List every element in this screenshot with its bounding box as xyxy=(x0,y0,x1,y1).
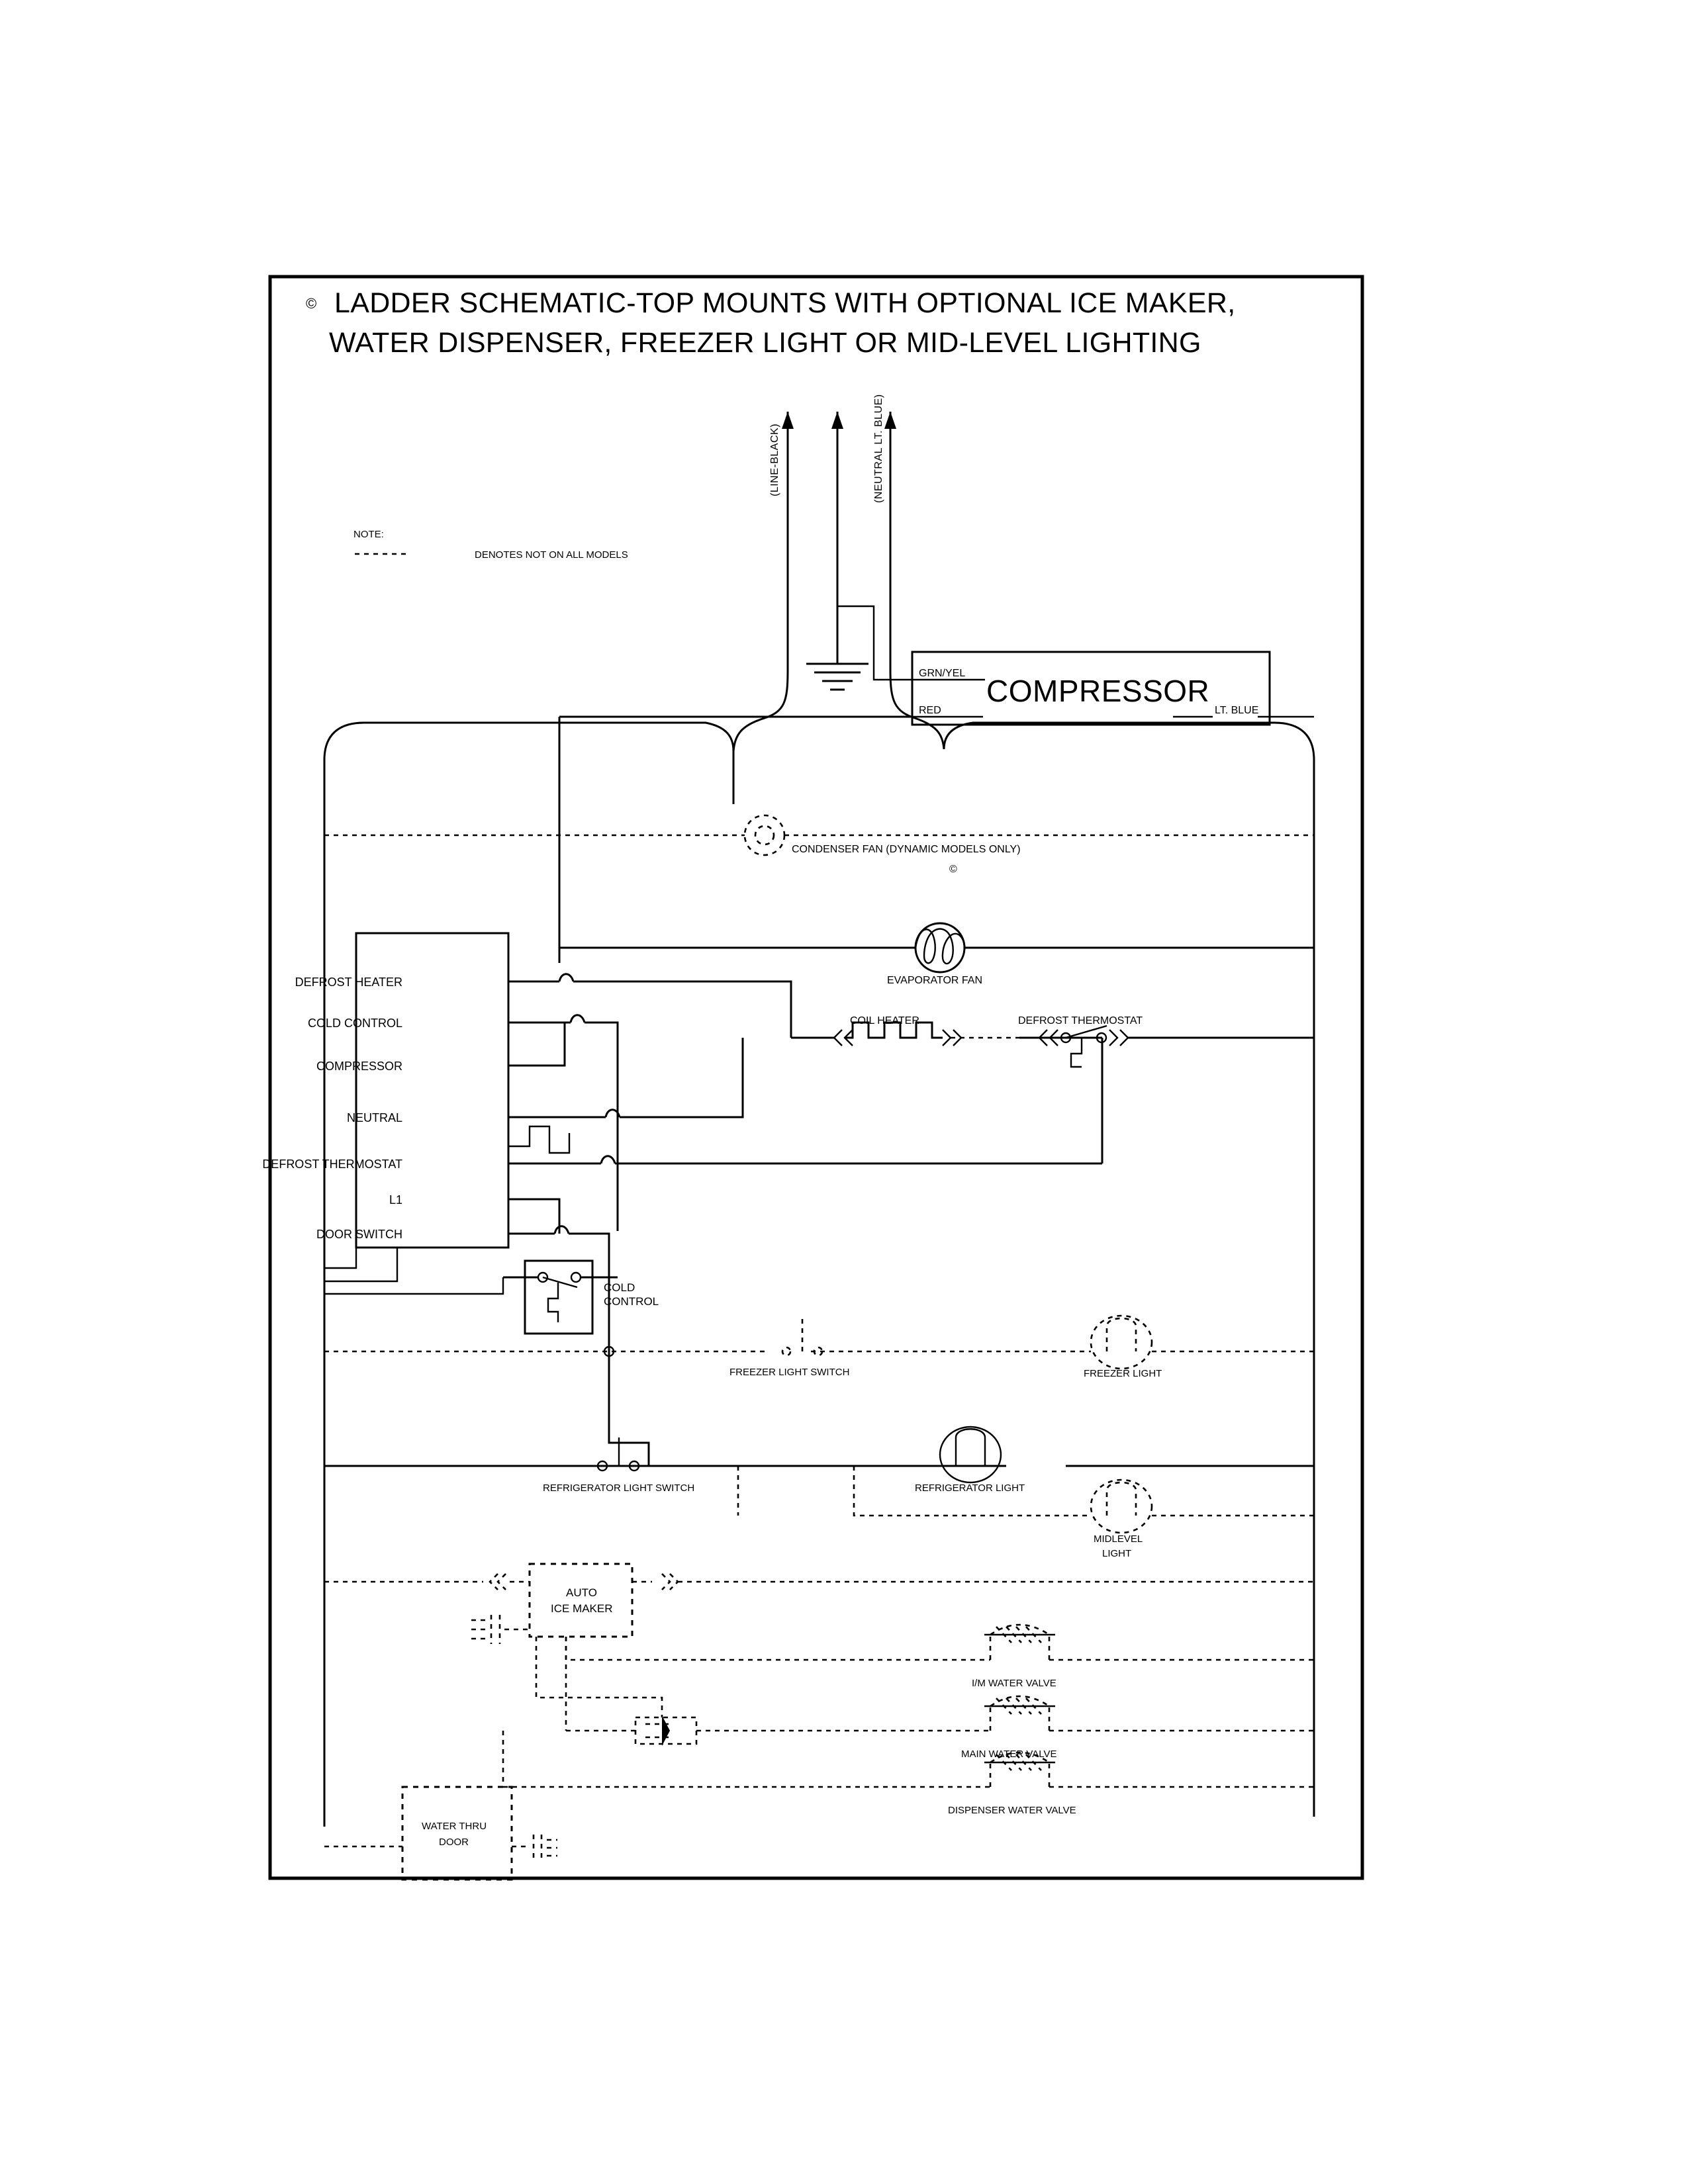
cold-control-switch-icon xyxy=(538,1273,581,1322)
neutral-label: (NEUTRAL LT. BLUE) xyxy=(873,394,884,503)
cold-control-label-line2: CONTROL xyxy=(604,1295,659,1308)
left-power-bus xyxy=(324,723,733,1827)
terminal-label-l1: L1 xyxy=(389,1193,402,1206)
water-thru-door-connector-icon xyxy=(534,1835,557,1858)
main-water-valve-label: MAIN WATER VALVE xyxy=(961,1749,1057,1760)
dispenser-water-valve-label: DISPENSER WATER VALVE xyxy=(948,1805,1076,1816)
defrost-heater-to-coil-wire xyxy=(573,981,791,1038)
wire-hop-2-icon xyxy=(571,1015,585,1023)
compressor-red-label: RED xyxy=(919,705,941,716)
water-thru-door-label-line2: DOOR xyxy=(439,1837,469,1848)
midlevel-light-label-line1: MIDLEVEL xyxy=(1094,1533,1143,1545)
freezer-light-label: FREEZER LIGHT xyxy=(1084,1368,1162,1379)
auto-ice-maker-label-line1: AUTO xyxy=(566,1586,597,1599)
l1-terminal-wire xyxy=(508,1199,559,1234)
defrost-thermostat-icon xyxy=(1036,1026,1128,1067)
compressor-grn-yel-label: GRN/YEL xyxy=(919,668,966,679)
refrigerator-light-bulb-icon xyxy=(940,1427,1001,1482)
neutral-arrow-icon xyxy=(884,412,896,429)
drawing-border xyxy=(270,277,1362,1878)
door-switch-feed-b xyxy=(609,1351,649,1466)
cold-control-to-left-bus xyxy=(324,1277,503,1294)
im-valve-feed-wire xyxy=(566,1637,702,1660)
im-water-valve-label: I/M WATER VALVE xyxy=(972,1678,1056,1689)
condenser-fan-label: CONDENSER FAN (DYNAMIC MODELS ONLY) xyxy=(792,844,1021,855)
main-valve-secondary-feed xyxy=(536,1637,662,1717)
compressor-terminal-wire xyxy=(508,1023,565,1066)
refrigerator-light-switch-label: REFRIGERATOR LIGHT SWITCH xyxy=(543,1482,695,1494)
terminal-label-defrost-heater: DEFROST HEATER xyxy=(295,976,402,989)
wire-hop-5-icon xyxy=(555,1226,569,1234)
main-water-valve-icon xyxy=(984,1696,1055,1731)
copyright-icon: © xyxy=(306,295,317,312)
terminal-block-return-wire xyxy=(324,1248,356,1268)
coil-heater-label: COIL HEATER xyxy=(850,1015,919,1026)
earth-ground-icon xyxy=(806,664,868,690)
compressor-label: COMPRESSOR xyxy=(986,674,1210,708)
terminal-jumper-wiring xyxy=(508,1117,569,1153)
terminal-label-cold-control: COLD CONTROL xyxy=(307,1017,402,1030)
cold-control-down-wire xyxy=(585,1023,618,1231)
evaporator-fan-label: EVAPORATOR FAN xyxy=(887,975,983,986)
page-title-line1: LADDER SCHEMATIC-TOP MOUNTS WITH OPTIONAL ICE MAKER, xyxy=(334,287,1236,319)
neutral-to-coil-wire xyxy=(620,1038,743,1117)
line-black-bend xyxy=(733,671,788,751)
note-label: NOTE: xyxy=(353,529,384,540)
main-valve-inline-connector-icon xyxy=(635,1715,696,1746)
note-text: DENOTES NOT ON ALL MODELS xyxy=(475,549,628,561)
ground-to-compressor-wire xyxy=(837,606,912,680)
terminal-label-defrost-thermostat: DEFROST THERMOSTAT xyxy=(262,1158,402,1171)
terminal-label-neutral: NEUTRAL xyxy=(346,1111,402,1124)
terminal-block-return-wire-2 xyxy=(324,1248,397,1281)
freezer-light-switch-icon xyxy=(782,1316,822,1355)
right-neutral-bus xyxy=(944,723,1314,1817)
door-switch-down-wire xyxy=(569,1234,609,1308)
ice-maker-right-connector-icon xyxy=(662,1574,678,1590)
freezer-light-switch-label: FREEZER LIGHT SWITCH xyxy=(729,1367,850,1378)
auto-ice-maker-block xyxy=(530,1564,632,1637)
refrigerator-light-label: REFRIGERATOR LIGHT xyxy=(915,1482,1025,1494)
midlevel-light-bulb-icon xyxy=(1091,1480,1152,1533)
ice-maker-left-connector-icon xyxy=(490,1574,506,1590)
condenser-fan-motor-inner-icon xyxy=(755,826,774,844)
ground-arrow-icon xyxy=(831,412,843,429)
evaporator-fan-winding-icon xyxy=(915,929,964,964)
line-black-label: (LINE-BLACK) xyxy=(769,423,780,496)
page-title-line2: WATER DISPENSER, FREEZER LIGHT OR MID-LEVEL LIGHTING xyxy=(329,327,1201,359)
line-black-arrow-icon xyxy=(782,412,794,429)
defrost-thermostat-label: DEFROST THERMOSTAT xyxy=(1018,1015,1143,1026)
wire-hop-4-icon xyxy=(601,1156,615,1163)
terminal-label-door-switch: DOOR SWITCH xyxy=(316,1228,402,1241)
freezer-light-bulb-icon xyxy=(1091,1316,1152,1369)
water-thru-door-block xyxy=(402,1787,512,1880)
im-water-valve-icon xyxy=(984,1625,1055,1660)
cold-control-label-line1: COLD xyxy=(604,1281,635,1294)
compressor-lt-blue-label: LT. BLUE xyxy=(1215,705,1259,716)
condenser-fan-copyright-icon: © xyxy=(949,864,957,875)
midlevel-light-label-line2: LIGHT xyxy=(1102,1548,1132,1559)
auto-ice-maker-label-line2: ICE MAKER xyxy=(551,1602,613,1615)
condenser-fan-motor-icon xyxy=(745,815,784,855)
water-thru-door-label-line1: WATER THRU xyxy=(422,1821,487,1832)
wire-hop-1-icon xyxy=(559,974,573,981)
terminal-label-compressor: COMPRESSOR xyxy=(316,1060,402,1073)
ice-maker-bottom-connector-icon xyxy=(471,1615,530,1644)
